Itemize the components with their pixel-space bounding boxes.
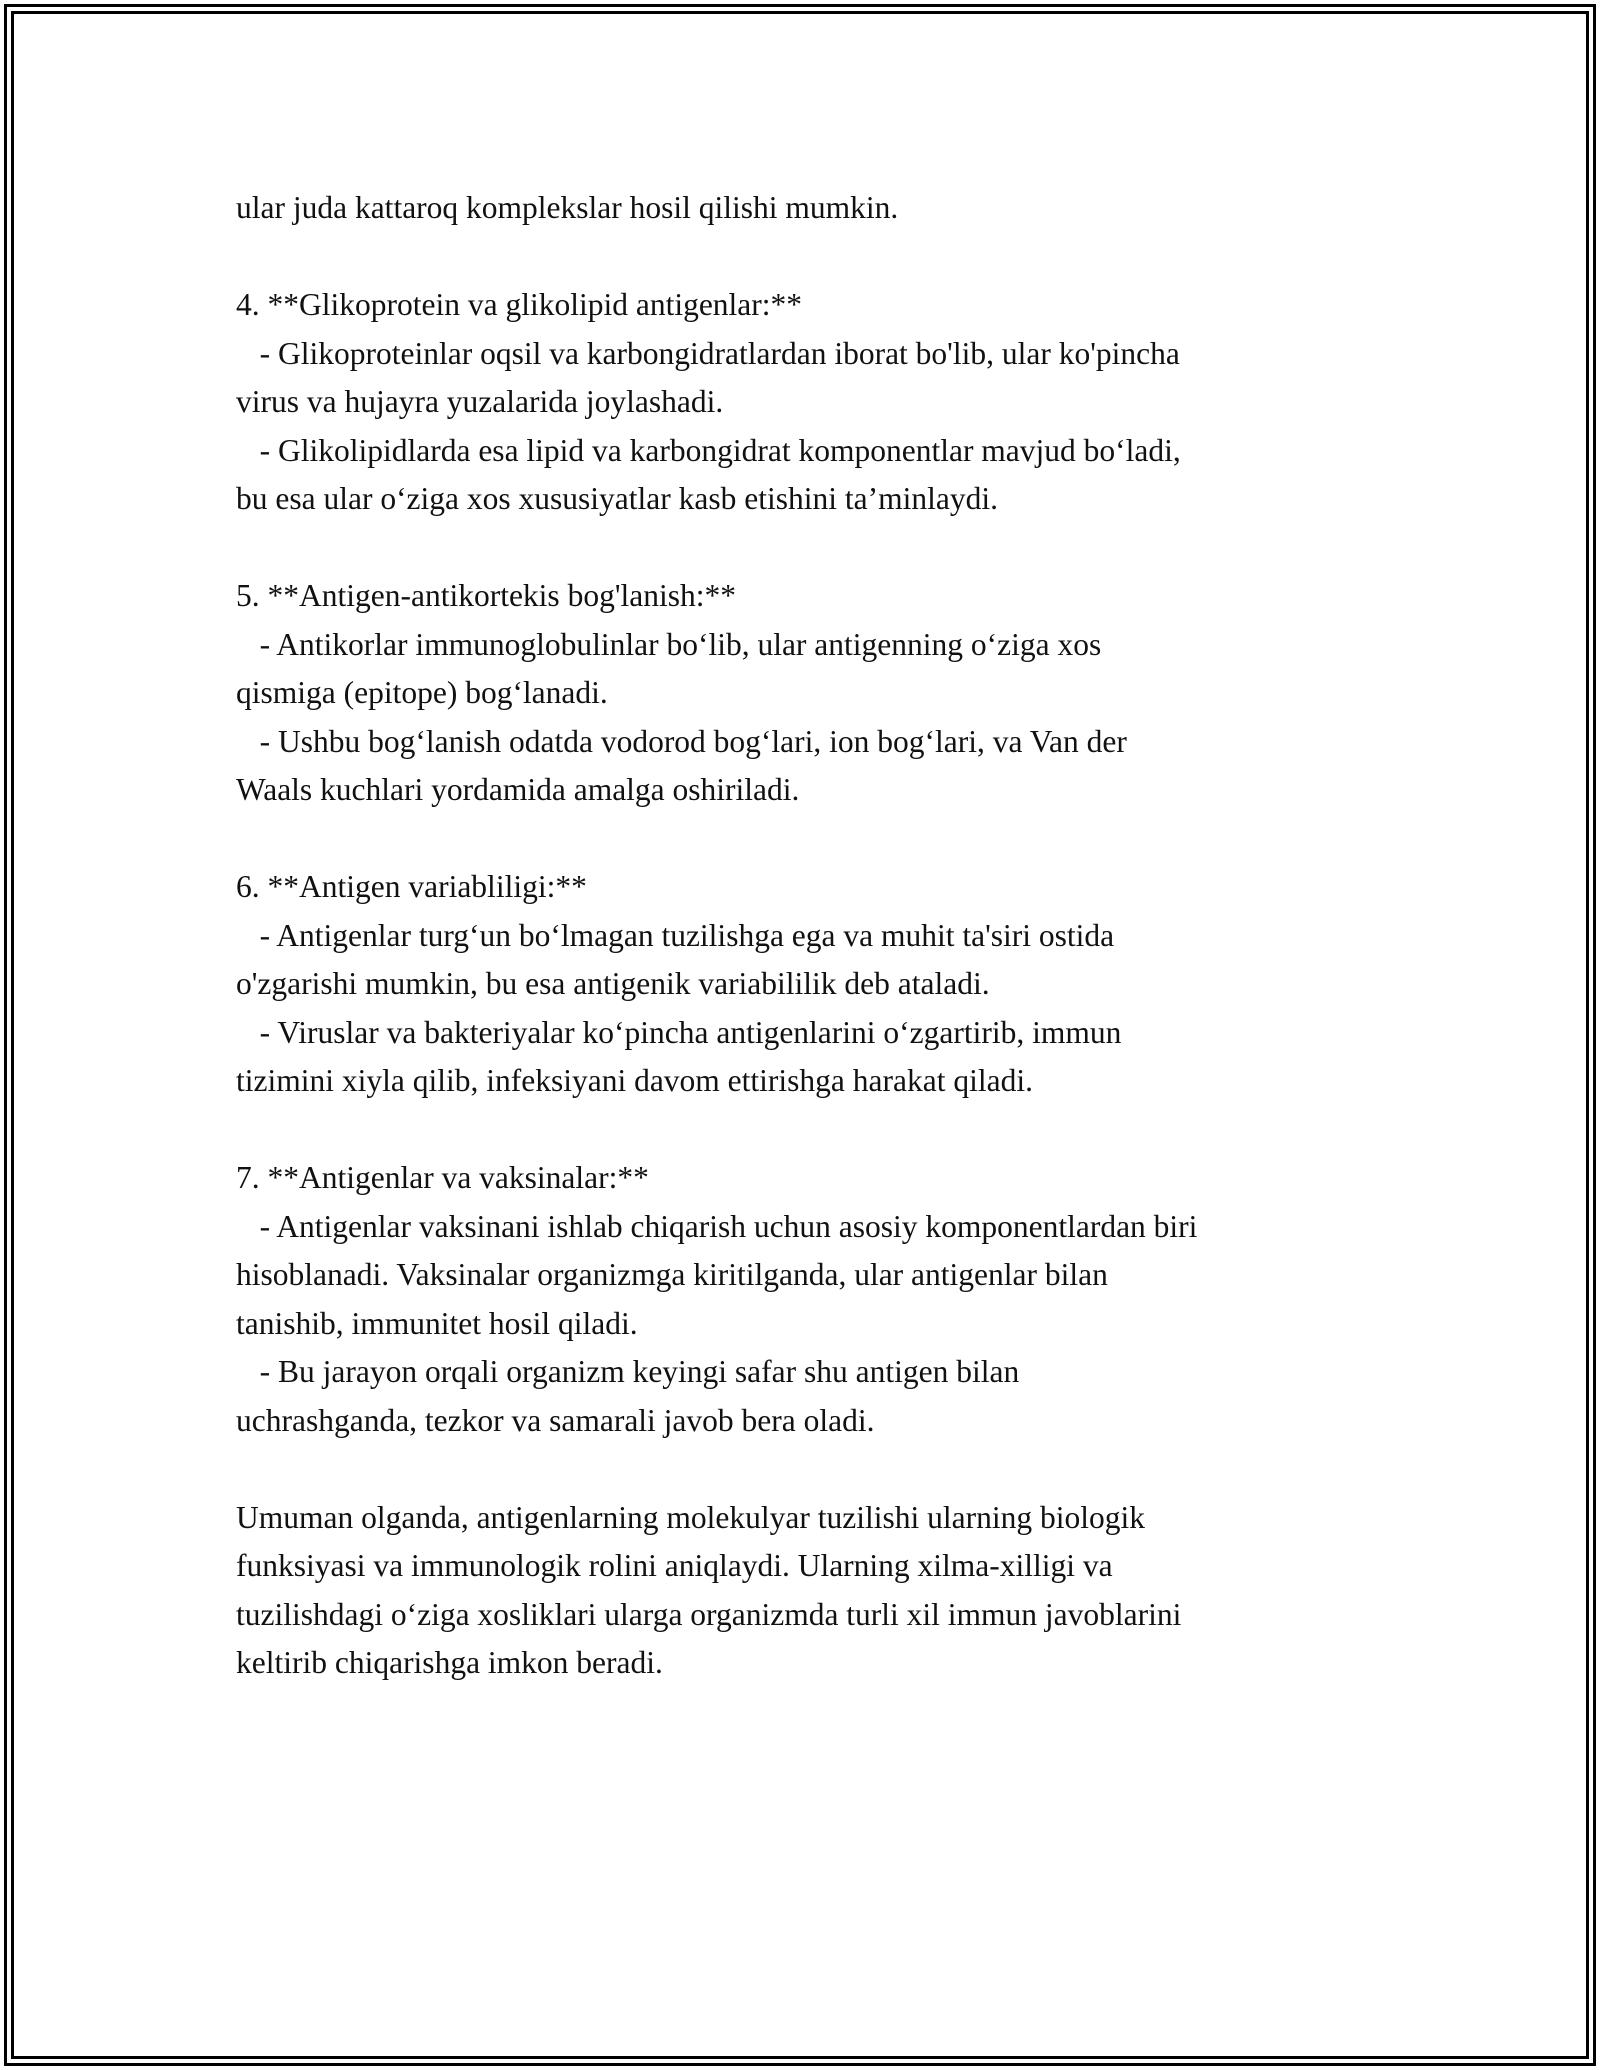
text-line: - Ushbu bog‘lanish odatda vodorod bog‘lari, ion bog‘lari, va Van der xyxy=(236,723,1127,759)
text-line: ular juda kattaroq komplekslar hosil qilishi mumkin. xyxy=(236,190,899,225)
text-line: tuzilishdagi o‘ziga xosliklari ularga organizmda turli xil immun javoblarini xyxy=(236,1596,1182,1632)
section-heading: 6. **Antigen variabliligi:** xyxy=(236,869,587,904)
document-body xyxy=(236,184,1386,1688)
text-line: - Antigenlar turg‘un bo‘lmagan tuzilishga ega va muhit ta'siri ostida xyxy=(236,917,1115,953)
text-line: hisoblanadi. Vaksinalar organizmga kiritilganda, ular antigenlar bilan xyxy=(236,1257,1108,1292)
text-line: Umuman olganda, antigenlarning molekulyar tuzilishi ularning biologik xyxy=(236,1499,1145,1535)
text-line: - Glikolipidlarda esa lipid va karbongidrat komponentlar mavjud bo‘ladi, xyxy=(236,432,1181,468)
paragraph-gap xyxy=(236,233,1386,282)
text-line: keltirib chiqarishga imkon beradi. xyxy=(236,1645,663,1680)
text-line: - Antigenlar vaksinani ishlab chiqarish uchun asosiy komponentlardan biri xyxy=(236,1208,1198,1244)
text-line: - Glikoproteinlar oqsil va karbongidratlardan iborat bo'lib, ular ko'pincha xyxy=(236,335,1180,371)
text-line: virus va hujayra yuzalarida joylashadi. xyxy=(236,384,724,419)
text-line: qismiga (epitope) bog‘lanadi. xyxy=(236,675,608,710)
paragraph-gap xyxy=(236,524,1386,573)
text-line: tizimini xiyla qilib, infeksiyani davom ettirishga harakat qiladi. xyxy=(236,1063,1033,1098)
section-heading: 7. **Antigenlar va vaksinalar:** xyxy=(236,1160,649,1195)
text-line: o'zgarishi mumkin, bu esa antigenik variabililik deb ataladi. xyxy=(236,966,990,1001)
paragraph-gap xyxy=(236,1106,1386,1155)
text-line: - Bu jarayon orqali organizm keyingi safar shu antigen bilan xyxy=(236,1354,1020,1389)
text-line: funksiyasi va immunologik rolini aniqlaydi. Ularning xilma-xilligi va xyxy=(236,1548,1113,1583)
text-line: - Viruslar va bakteriyalar ko‘pincha antigenlarini o‘zgartirib, immun xyxy=(236,1014,1122,1050)
paragraph-gap xyxy=(236,815,1386,864)
text-line: uchrashganda, tezkor va samarali javob bera oladi. xyxy=(236,1402,875,1438)
text-line: bu esa ular o‘ziga xos xususiyatlar kasb etishini ta’minlaydi. xyxy=(236,481,998,516)
text-line: Waals kuchlari yordamida amalga oshiriladi. xyxy=(236,772,800,807)
section-heading: 5. **Antigen-antikortekis bog'lanish:** xyxy=(236,578,736,613)
section-heading: 4. **Glikoprotein va glikolipid antigenlar:** xyxy=(236,287,803,322)
text-line: tanishib, immunitet hosil qiladi. xyxy=(236,1305,638,1341)
paragraph-gap xyxy=(236,1445,1386,1494)
text-line: - Antikorlar immunoglobulinlar bo‘lib, ular antigenning o‘ziga xos xyxy=(236,626,1102,662)
